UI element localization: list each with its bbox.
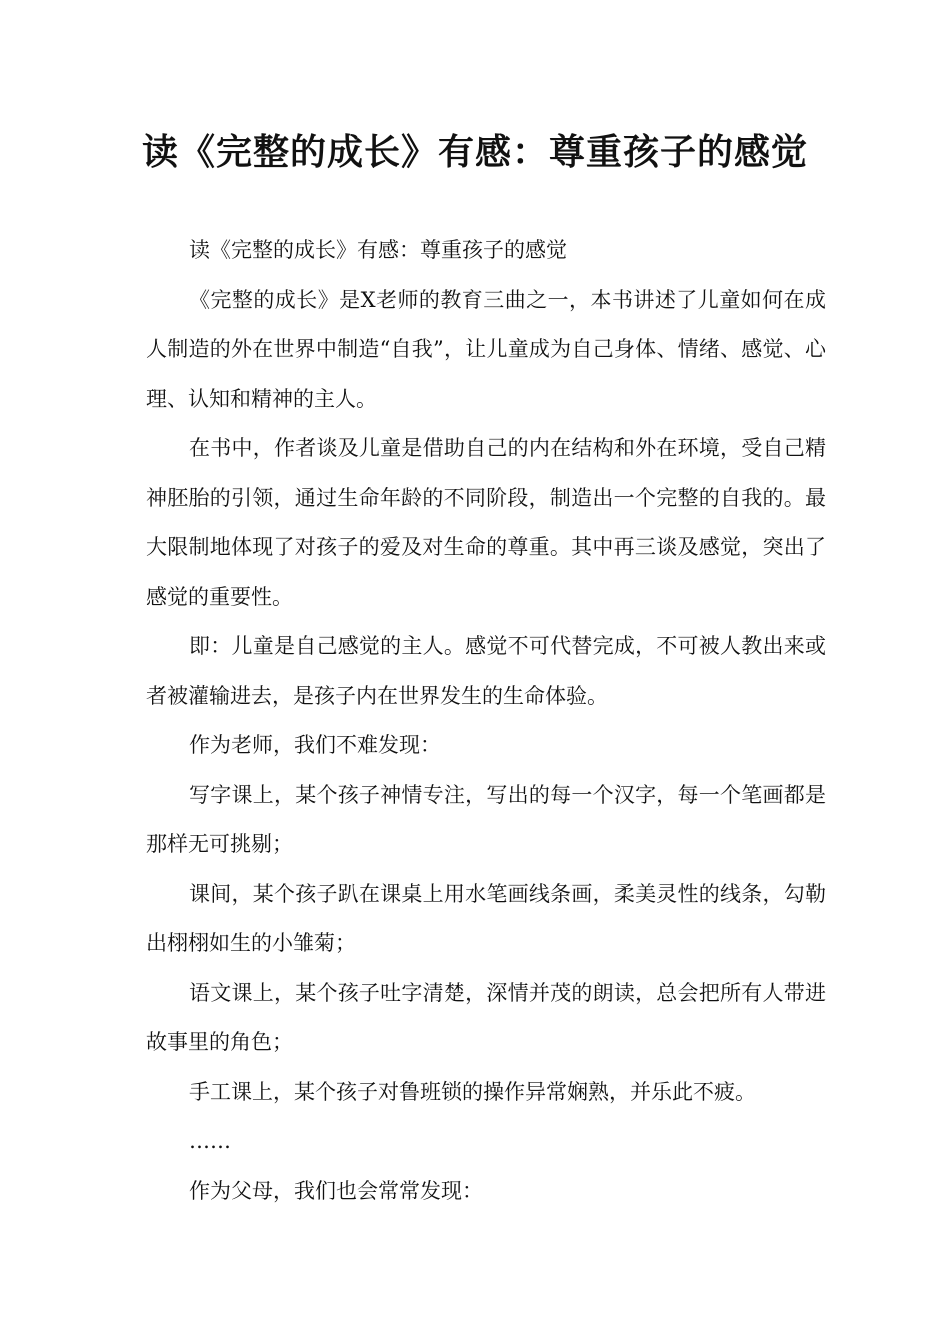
paragraph-break-time: 课间，某个孩子趴在课桌上用水笔画线条画，柔美灵性的线条，勾勒出栩栩如生的小雏菊； xyxy=(146,881,826,955)
paragraph-chinese-class: 语文课上，某个孩子吐字清楚，深情并茂的朗读，总会把所有人带进故事里的角色； xyxy=(146,980,826,1054)
document-body xyxy=(146,226,826,1216)
paragraph-writing-class: 写字课上，某个孩子神情专注，写出的每一个汉字，每一个笔画都是那样无可挑剔； xyxy=(146,782,826,856)
paragraph-child-feeling: 即：儿童是自己感觉的主人。感觉不可代替完成，不可被人教出来或者被灌输进去，是孩子内在世界发生的生命体验。 xyxy=(146,634,826,708)
paragraph-author-view: 在书中，作者谈及儿童是借助自己的内在结构和外在环境，受自己精神胚胎的引领，通过生命年龄的不同阶段，制造出一个完整的自我的。最大限制地体现了对孩子的爱及对生命的尊重。其中再三谈及感觉，突出了感觉的重要性。 xyxy=(146,436,826,609)
paragraph-subtitle: 读《完整的成长》有感：尊重孩子的感觉 xyxy=(189,238,567,262)
paragraph-book-intro: 《完整的成长》是X老师的教育三曲之一，本书讲述了儿童如何在成人制造的外在世界中制造“自我”，让儿童成为自己身体、情绪、感觉、心理、认知和精神的主人。 xyxy=(146,287,826,411)
paragraph-ellipsis: …… xyxy=(189,1129,231,1153)
document-title: 读《完整的成长》有感：尊重孩子的感觉 xyxy=(141,132,808,173)
paragraph-as-teacher: 作为老师，我们不难发现： xyxy=(189,733,441,757)
paragraph-craft-class: 手工课上，某个孩子对鲁班锁的操作异常娴熟，并乐此不疲。 xyxy=(189,1079,756,1104)
paragraph-as-parent: 作为父母，我们也会常常发现： xyxy=(189,1178,483,1203)
